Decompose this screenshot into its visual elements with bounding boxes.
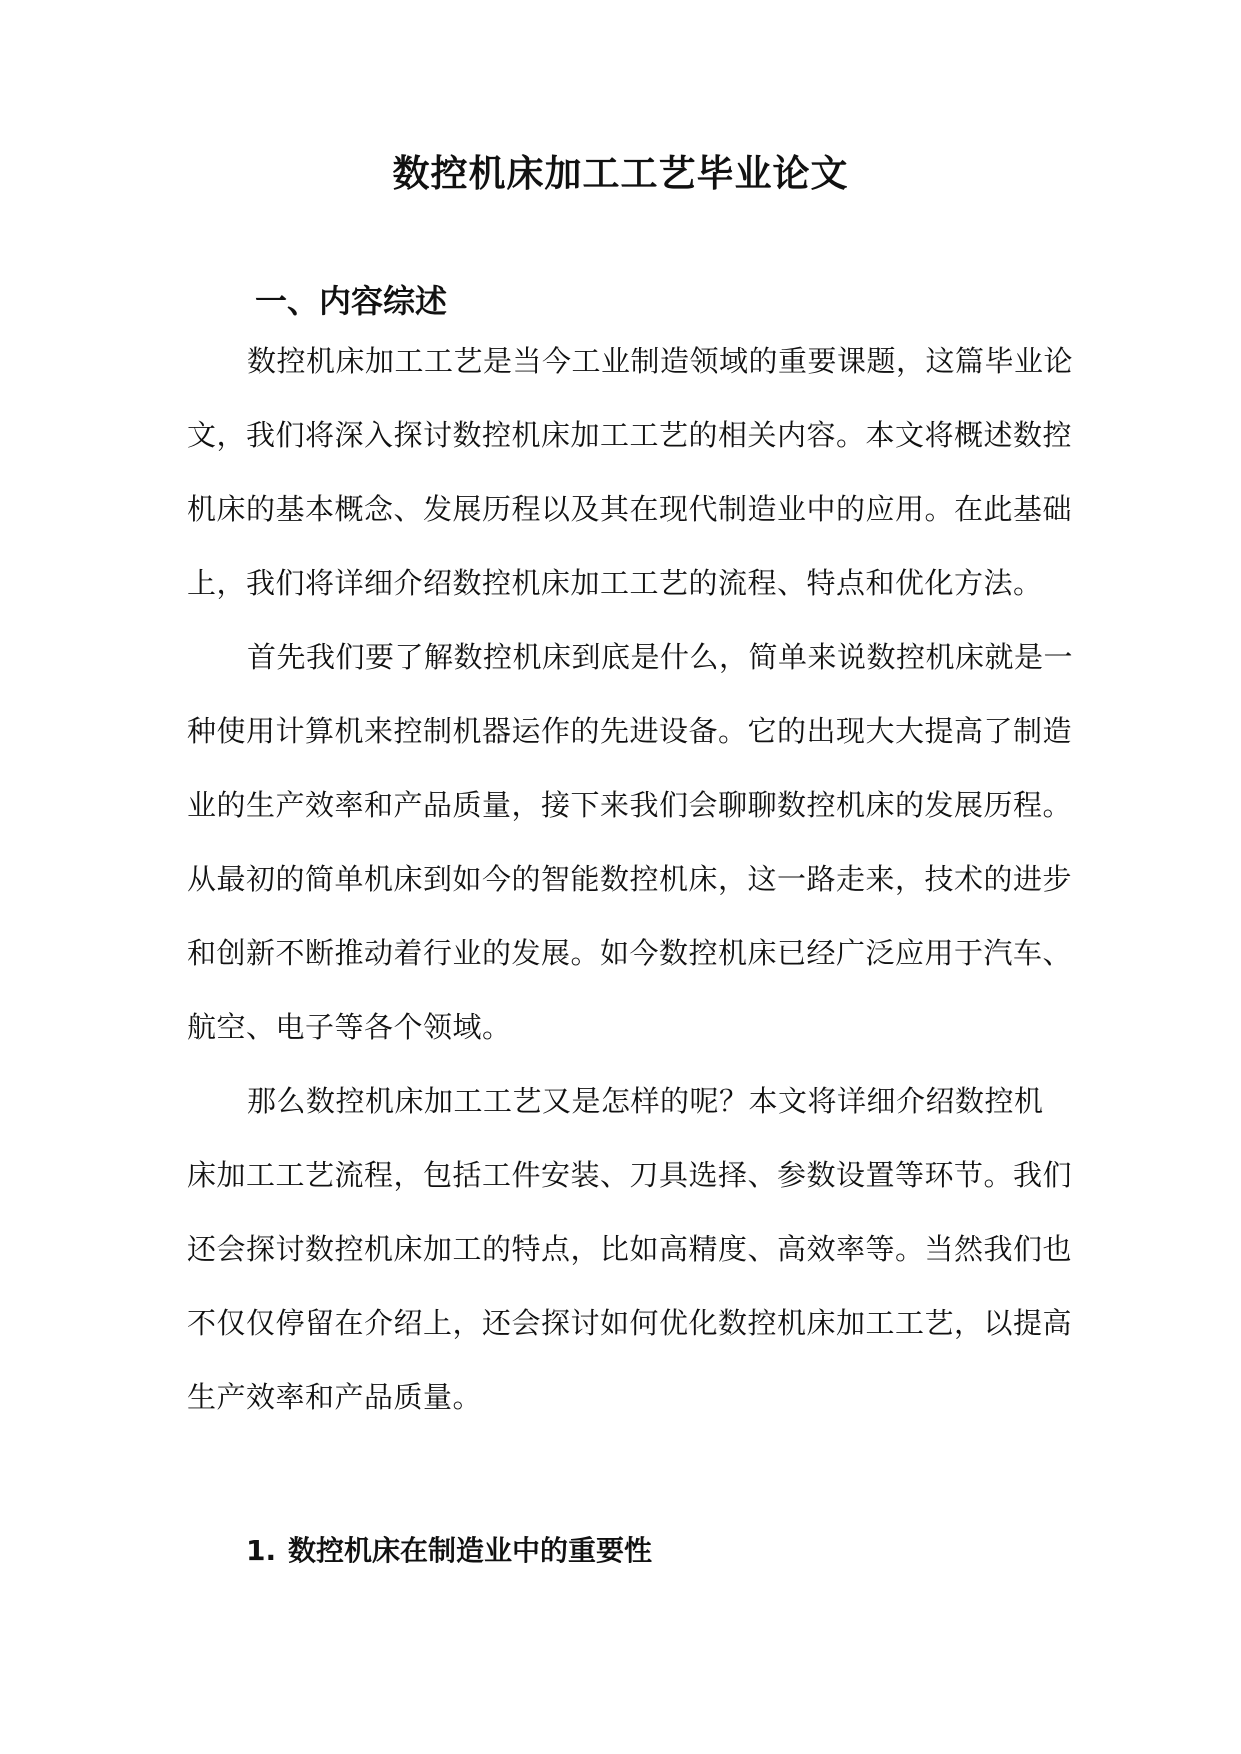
section-heading: 一、内容综述 <box>255 282 448 320</box>
paragraph-line: 还会探讨数控机床加工的特点，比如高精度、高效率等。当然我们也 <box>187 1232 1073 1266</box>
paragraph-line: 上，我们将详细介绍数控机床加工工艺的流程、特点和优化方法。 <box>187 566 1043 600</box>
paragraph-line: 航空、电子等各个领域。 <box>187 1010 512 1044</box>
paragraph-line: 业的生产效率和产品质量，接下来我们会聊聊数控机床的发展历程。 <box>187 788 1073 822</box>
paragraph-line: 种使用计算机来控制机器运作的先进设备。它的出现大大提高了制造 <box>187 714 1073 748</box>
paragraph-line: 首先我们要了解数控机床到底是什么，简单来说数控机床就是一 <box>247 640 1074 674</box>
sub-heading-text: 数控机床在制造业中的重要性 <box>288 1534 653 1567</box>
paragraph-3 <box>187 1064 1073 1434</box>
paragraph-line: 机床的基本概念、发展历程以及其在现代制造业中的应用。在此基础 <box>187 492 1073 526</box>
paragraph-line: 和创新不断推动着行业的发展。如今数控机床已经广泛应用于汽车、 <box>187 936 1073 970</box>
paragraph-line: 文，我们将深入探讨数控机床加工工艺的相关内容。本文将概述数控 <box>187 418 1073 452</box>
sub-heading <box>246 1530 652 1572</box>
paragraph-line: 生产效率和产品质量。 <box>187 1380 483 1414</box>
paragraph-2 <box>187 620 1074 1064</box>
paragraph-line: 数控机床加工工艺是当今工业制造领域的重要课题，这篇毕业论 <box>247 344 1074 378</box>
paragraph-line: 从最初的简单机床到如今的智能数控机床，这一路走来，技术的进步 <box>187 862 1073 896</box>
paragraph-line: 不仅仅停留在介绍上，还会探讨如何优化数控机床加工工艺，以提高 <box>187 1306 1073 1340</box>
paragraph-line: 那么数控机床加工工艺又是怎样的呢？本文将详细介绍数控机 <box>247 1084 1044 1118</box>
paragraph-1 <box>187 324 1074 620</box>
document-title: 数控机床加工工艺毕业论文 <box>392 152 849 195</box>
sub-heading-number: 1. <box>246 1534 277 1567</box>
paragraph-line: 床加工工艺流程，包括工件安装、刀具选择、参数设置等环节。我们 <box>187 1158 1073 1192</box>
